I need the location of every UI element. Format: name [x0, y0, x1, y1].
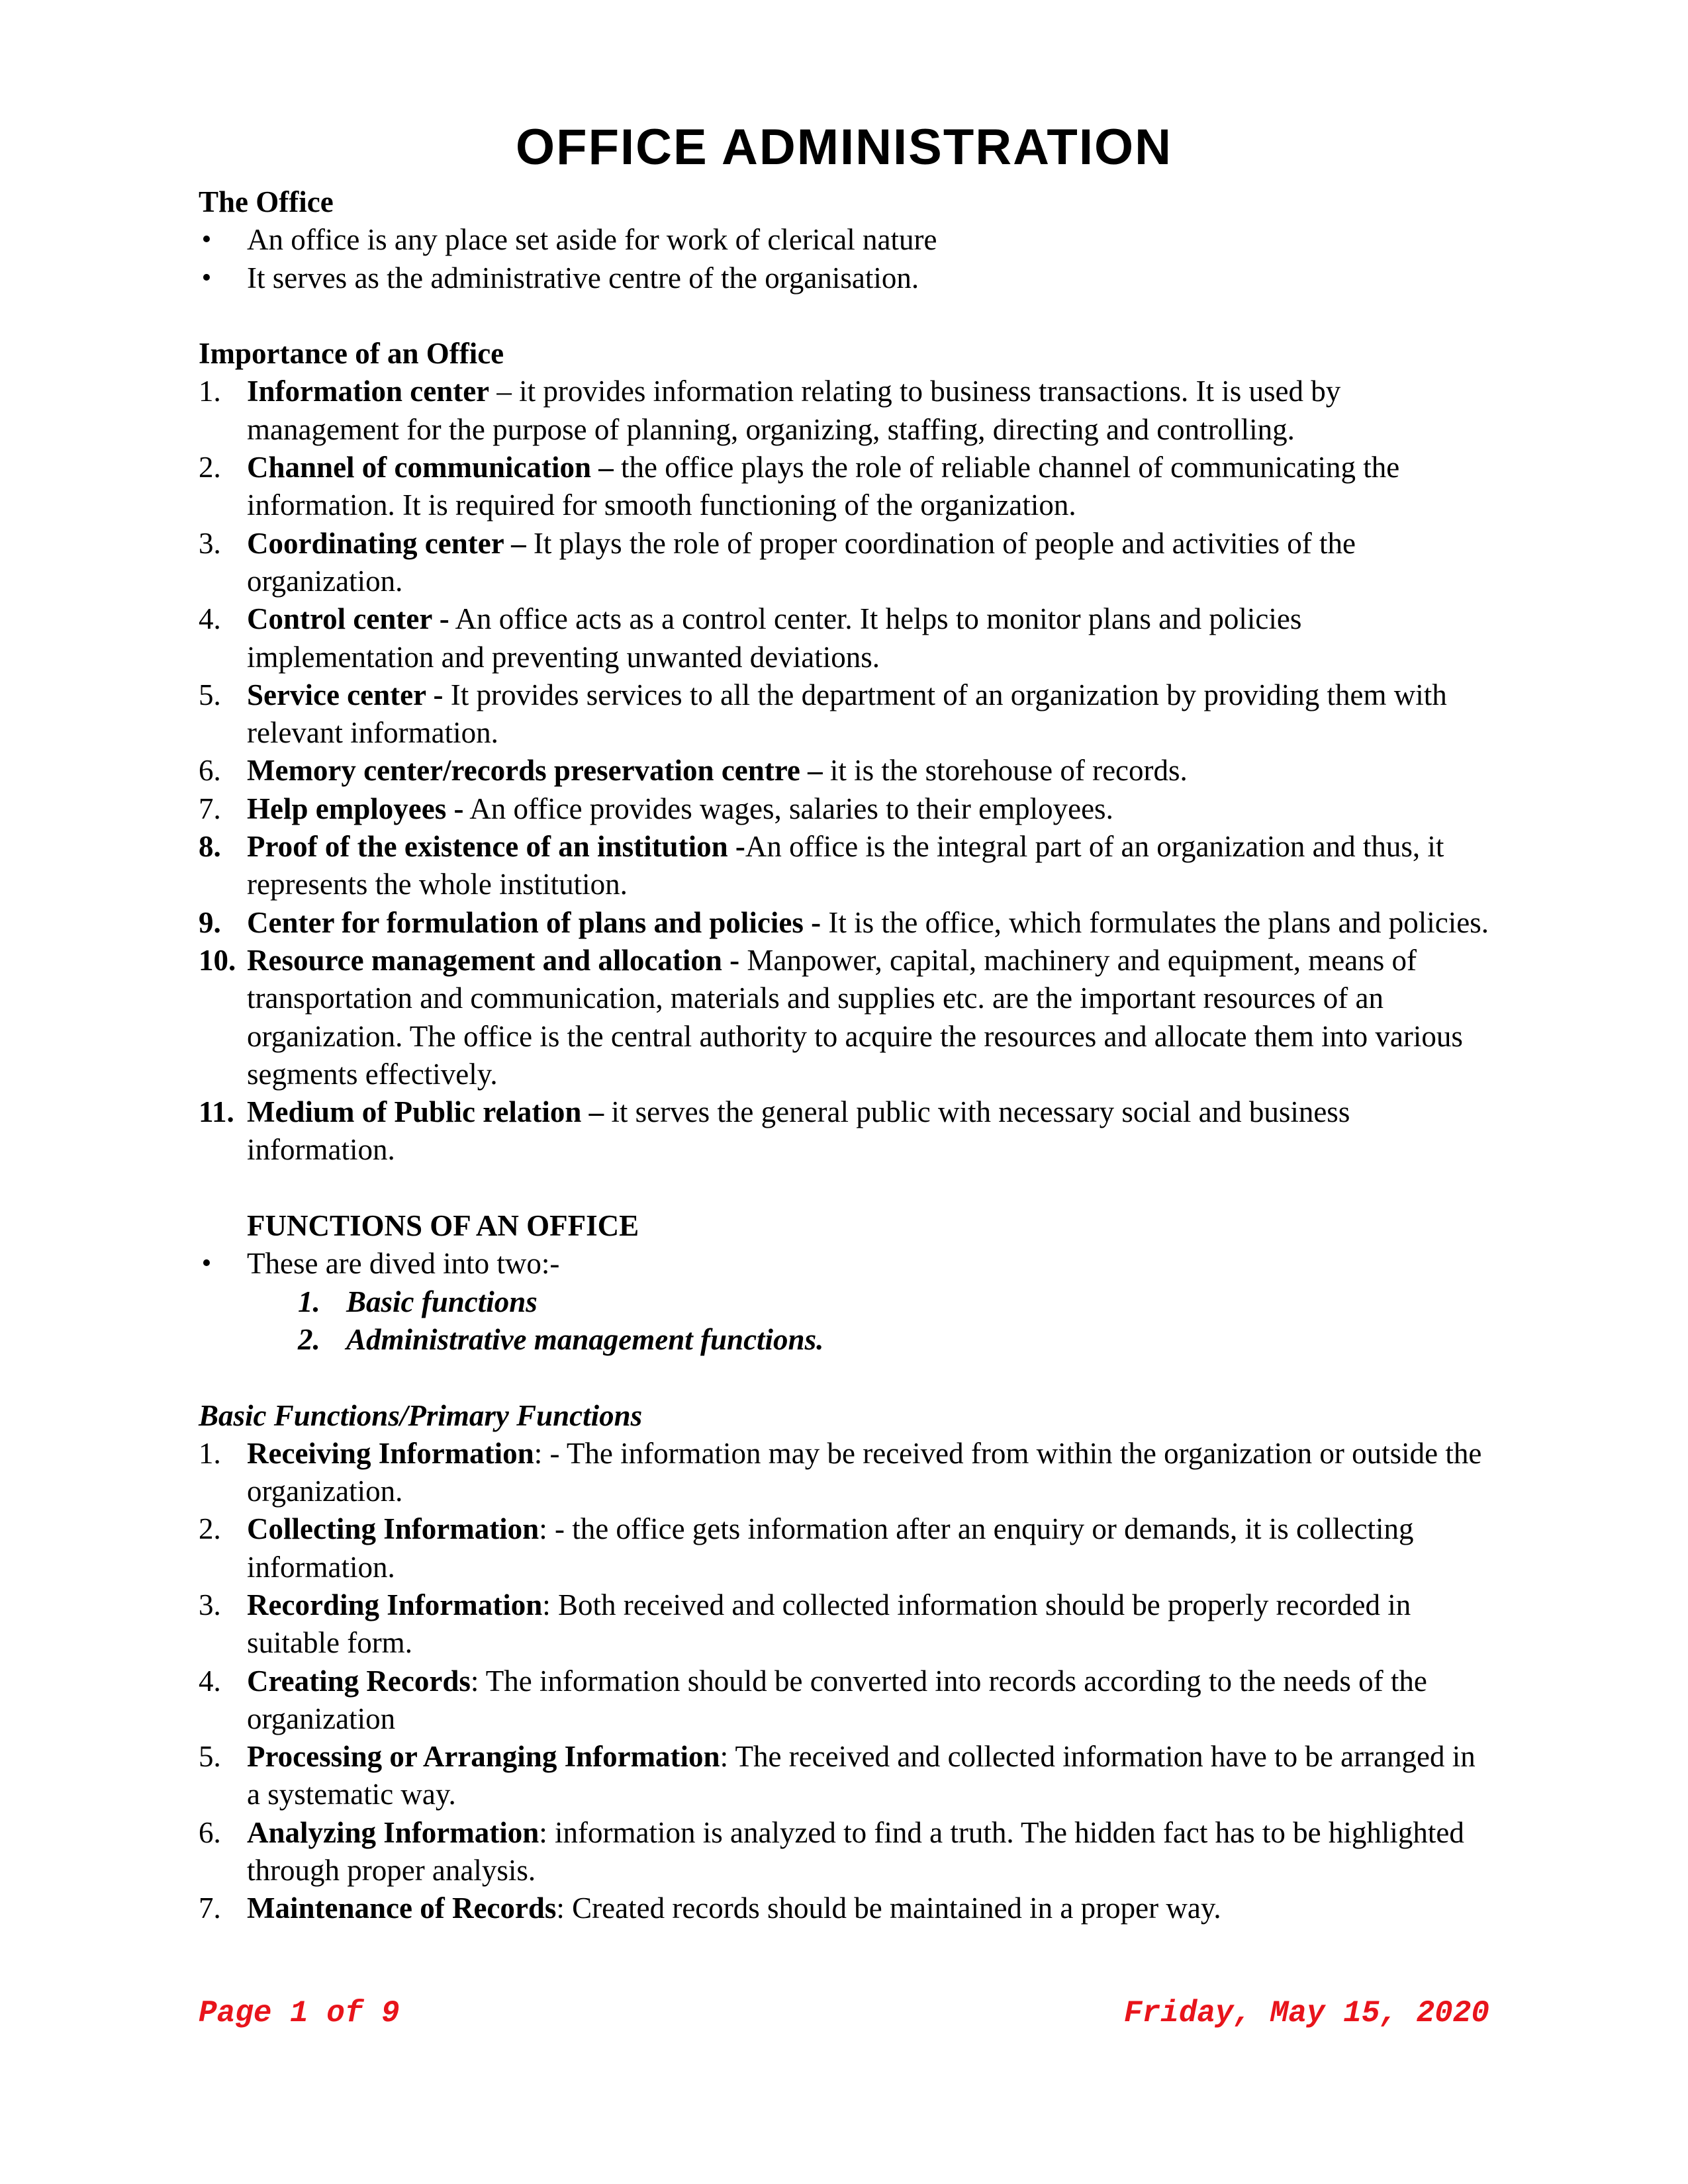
list-item — [199, 1435, 1489, 1511]
list-text: : The information should be converted into records according to the needs of the organization — [247, 1664, 1427, 1735]
list-item — [199, 1662, 1489, 1739]
list-term: Memory center/records preservation centre – — [247, 754, 823, 788]
bullet-icon: • — [201, 224, 212, 255]
list-text: : - The information may be received from within the organization or outside the organization. — [247, 1436, 1482, 1508]
list-text: An office is the integral part of an organization and thus, it represents the whole institution. — [247, 830, 1444, 901]
list-term: Proof of the existence of an institution - — [247, 830, 745, 864]
list-item — [199, 449, 1489, 525]
list-number: 6. — [199, 1815, 221, 1849]
section-heading-importance: Importance of an Office — [199, 337, 504, 371]
bullet-item — [199, 1245, 1489, 1283]
list-term: Resource management and allocation - — [247, 943, 740, 977]
bullet-item — [199, 221, 1489, 259]
list-term: Analyzing Information — [247, 1815, 539, 1849]
list-text: it serves the general public with necessary social and business information. — [247, 1095, 1350, 1167]
list-text: : - the office gets information after an enquiry or demands, it is collecting information. — [247, 1512, 1414, 1584]
list-number: 11. — [199, 1095, 234, 1129]
list-item — [199, 752, 1489, 790]
list-term: Coordinating center – — [247, 526, 526, 560]
list-item — [199, 676, 1489, 752]
list-term: Information center — [247, 375, 490, 408]
bullet-item — [199, 259, 1489, 297]
list-term: Center for formulation of plans and policies - — [247, 905, 821, 939]
list-number: 2. — [199, 451, 221, 484]
list-number: 9. — [199, 905, 221, 939]
list-number: 10. — [199, 943, 236, 977]
list-item — [199, 942, 1489, 1093]
list-item — [199, 1814, 1489, 1890]
list-number: 7. — [199, 792, 221, 825]
list-number: 2. — [199, 1512, 221, 1546]
spacer — [199, 1169, 1489, 1207]
section-heading-the-office: The Office — [199, 185, 334, 218]
list-text: Manpower, capital, machinery and equipment, means of transportation and communication, materials and supplies etc. are the important resources of an organization. The office is the central authority to acquire the resources and allocate them into various segments effectively. — [247, 943, 1463, 1091]
bullet-text: An office is any place set aside for work of clerical nature — [247, 223, 937, 257]
list-text: : Both received and collected information should be properly recorded in suitable form. — [247, 1588, 1411, 1660]
list-number: 3. — [199, 526, 221, 560]
list-item — [199, 828, 1489, 904]
bullet-text: These are dived into two:- — [247, 1247, 560, 1281]
page-number: Page 1 of 9 — [199, 1996, 400, 2030]
sub-list-text: Basic functions — [346, 1285, 538, 1318]
section-heading-functions: FUNCTIONS OF AN OFFICE — [247, 1209, 639, 1243]
list-item — [199, 790, 1489, 828]
list-text: it is the storehouse of records. — [822, 754, 1188, 788]
list-item — [199, 1738, 1489, 1814]
list-term: Creating Records — [247, 1664, 471, 1698]
list-number: 4. — [199, 1664, 221, 1698]
list-item — [199, 1510, 1489, 1586]
list-item — [199, 1586, 1489, 1662]
list-term: Medium of Public relation – — [247, 1095, 604, 1129]
sub-list-number: 1. — [298, 1285, 320, 1318]
list-term: Channel of communication – — [247, 451, 614, 484]
list-text: It provides services to all the department of an organization by providing them with relevant information. — [247, 678, 1447, 750]
list-item — [199, 904, 1489, 942]
list-number: 8. — [199, 830, 221, 864]
sub-list-number: 2. — [298, 1322, 320, 1356]
list-term: Collecting Information — [247, 1512, 539, 1546]
list-term: Receiving Information — [247, 1436, 534, 1470]
list-number: 5. — [199, 678, 221, 711]
list-number: 1. — [199, 1436, 221, 1470]
list-text: An office acts as a control center. It helps to monitor plans and policies implementation and preventing unwanted deviations. — [247, 602, 1302, 674]
list-term: Recording Information — [247, 1588, 543, 1621]
bullet-icon: • — [201, 262, 212, 293]
document-title: OFFICE ADMINISTRATION — [516, 119, 1172, 175]
page-date: Friday, May 15, 2020 — [1123, 1996, 1489, 2030]
list-item — [199, 1889, 1489, 1927]
bullet-icon: • — [201, 1248, 212, 1279]
list-number: 6. — [199, 754, 221, 788]
list-number: 7. — [199, 1891, 221, 1925]
document-body — [199, 183, 1489, 1928]
list-text: : The received and collected information have to be arranged in a systematic way. — [247, 1740, 1476, 1811]
list-term: Maintenance of Records — [247, 1891, 557, 1925]
list-item — [199, 600, 1489, 676]
list-text: It plays the role of proper coordination of people and activities of the organization. — [247, 526, 1356, 598]
list-number: 1. — [199, 375, 221, 408]
list-text: the office plays the role of reliable channel of communicating the information. It is required for smooth functioning of the organization. — [247, 451, 1400, 522]
list-text: – it provides information relating to business transactions. It is used by management for the purpose of planning, organizing, staffing, directing and controlling. — [247, 375, 1341, 446]
list-item — [199, 1093, 1489, 1169]
list-text: It is the office, which formulates the plans and policies. — [821, 905, 1489, 939]
list-term: Control center - — [247, 602, 449, 636]
list-number: 3. — [199, 1588, 221, 1621]
sub-list-item — [199, 1283, 1489, 1321]
spacer — [199, 1359, 1489, 1396]
list-text: : information is analyzed to find a truth. The hidden fact has to be highlighted through proper analysis. — [247, 1815, 1464, 1888]
sub-list-text: Administrative management functions. — [346, 1322, 824, 1356]
list-number: 5. — [199, 1740, 221, 1774]
list-text: An office provides wages, salaries to their employees. — [463, 792, 1113, 825]
list-item — [199, 525, 1489, 601]
list-number: 4. — [199, 602, 221, 636]
section-heading-basic-functions: Basic Functions/Primary Functions — [199, 1398, 643, 1432]
list-term: Help employees - — [247, 792, 464, 825]
sub-list-item — [199, 1321, 1489, 1359]
bullet-text: It serves as the administrative centre of the organisation. — [247, 261, 919, 295]
list-text: : Created records should be maintained in a proper way. — [556, 1891, 1221, 1925]
list-term: Service center - — [247, 678, 444, 711]
list-term: Processing or Arranging Information — [247, 1740, 720, 1774]
list-item — [199, 373, 1489, 449]
spacer — [199, 297, 1489, 335]
